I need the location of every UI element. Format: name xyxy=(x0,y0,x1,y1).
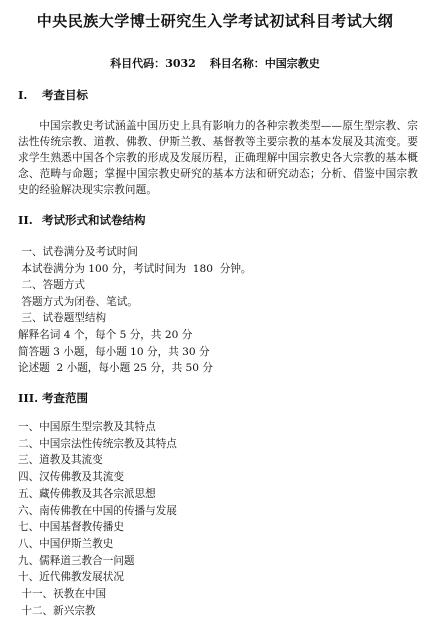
exam-scope-list xyxy=(18,419,418,619)
list-item: 五、藏传佛教及其各宗派思想 xyxy=(18,487,156,500)
list-item: 解释名词 4 个，每个 5 分，共 20 分 xyxy=(18,328,193,341)
list-item: 十、近代佛教发展状况 xyxy=(18,571,124,584)
subject-name: 中国宗教史 xyxy=(264,57,320,70)
list-item: 九、儒释道三教合一问题 xyxy=(18,554,135,567)
list-item: 答题方式为闭卷、笔试。 xyxy=(18,295,138,308)
list-item: 一、中国原生型宗教及其特点 xyxy=(18,421,156,433)
section-1-paragraph: 中国宗教史考试涵盖中国历史上具有影响力的各种宗教类型——原生型宗教、宗法性传统宗教、道教、佛教、伊斯兰教、基督教等主要宗教的基本发展及其流变。要求学生熟悉中国各个宗教的形成及发展历程，正确理解中国宗教史各大宗教的基本概念、范畴与命题；掌握中国宗教史研究的基本方法和研究动态；分析、借鉴中国宗教史的经验解决现实宗教问题。 xyxy=(18,120,418,196)
section-3-heading xyxy=(18,390,88,406)
section-1-number: I. xyxy=(18,88,28,102)
list-item: 本试卷满分为 100 分，考试时间为 180 分钟。 xyxy=(18,262,252,275)
section-2-number: II. xyxy=(18,213,33,227)
list-item: 七、中国基督教传播史 xyxy=(18,521,124,534)
list-item: 二、答题方式 xyxy=(18,279,85,292)
subject-code-label: 科目代码： xyxy=(110,57,166,70)
subject-code: 3032 xyxy=(165,57,196,70)
list-item: 三、试卷题型结构 xyxy=(18,312,107,325)
list-item: 六、南传佛教在中国的传播与发展 xyxy=(18,504,177,517)
list-item: 十一、祆教在中国 xyxy=(18,588,107,601)
document-title: 中央民族大学博士研究生入学考试初试科目考试大纲 xyxy=(36,12,394,30)
section-2-heading xyxy=(18,212,146,228)
list-item: 十二、新兴宗教 xyxy=(18,604,96,617)
section-1-title: 考查目标 xyxy=(42,88,88,102)
section-3-number: III. xyxy=(18,391,39,405)
list-item: 论述题 2 小题，每小题 25 分，共 50 分 xyxy=(18,362,213,375)
list-item: 四、汉传佛教及其流变 xyxy=(18,471,124,484)
list-item: 一、试卷满分及考试时间 xyxy=(18,246,138,258)
list-item: 八、中国伊斯兰教史 xyxy=(18,537,114,550)
exam-format-list xyxy=(18,244,418,377)
list-item: 三、道教及其流变 xyxy=(18,454,103,467)
subject-info xyxy=(0,55,430,71)
subject-name-label: 科目名称： xyxy=(209,57,265,70)
section-2-title: 考试形式和试卷结构 xyxy=(42,213,146,227)
section-3-title: 考查范围 xyxy=(42,391,88,405)
list-item: 二、中国宗法性传统宗教及其特点 xyxy=(18,437,177,450)
list-item: 简答题 3 小题，每小题 10 分，共 30 分 xyxy=(18,345,210,358)
section-1-heading xyxy=(18,87,88,103)
